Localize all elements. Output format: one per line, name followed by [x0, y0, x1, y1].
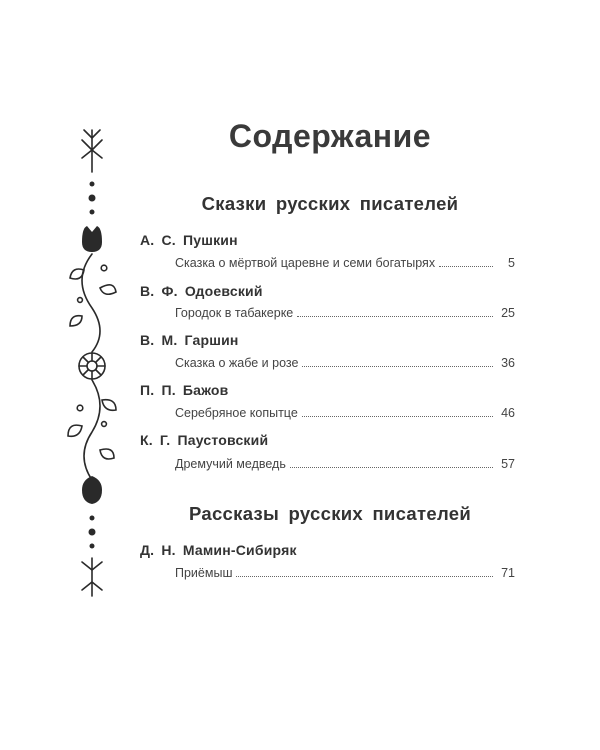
toc-entry[interactable] [175, 352, 515, 370]
toc-entry[interactable] [175, 453, 515, 471]
entry-title: Дремучий медведь [175, 457, 286, 471]
toc-entry[interactable] [175, 562, 515, 580]
toc-entry[interactable] [175, 402, 515, 420]
author-name: Д. Н. Мамин-Сибиряк [140, 542, 297, 558]
page-number: 71 [501, 566, 515, 580]
page-number: 36 [501, 356, 515, 370]
page-number: 46 [501, 406, 515, 420]
page-number: 57 [501, 457, 515, 471]
floral-ornament-icon [60, 120, 124, 600]
entry-title: Сказка о жабе и розе [175, 356, 299, 370]
toc-entry[interactable] [175, 252, 515, 270]
leader-dots [439, 265, 493, 267]
toc-entry[interactable] [175, 302, 515, 320]
author-name: А. С. Пушкин [140, 232, 238, 248]
section-title: Сказки русских писателей [201, 193, 459, 214]
leader-dots [302, 365, 493, 367]
leader-dots [290, 466, 493, 468]
entry-title: Серебряное копытце [175, 406, 298, 420]
author-name: П. П. Бажов [140, 382, 229, 398]
page-number: 5 [508, 256, 515, 270]
leader-dots [297, 315, 493, 317]
leader-dots [302, 415, 493, 417]
leader-dots [236, 575, 493, 577]
author-name: К. Г. Паустовский [140, 432, 269, 448]
entry-title: Городок в табакерке [175, 306, 294, 320]
author-name: В. Ф. Одоевский [140, 283, 263, 299]
author-name: В. М. Гаршин [140, 332, 239, 348]
entry-title: Сказка о мёртвой царевне и семи богатырях [175, 256, 436, 270]
entry-title: Приёмыш [175, 566, 233, 580]
page-title: Содержание [228, 118, 432, 154]
page-number: 25 [501, 306, 515, 320]
section-title: Рассказы русских писателей [188, 503, 472, 524]
